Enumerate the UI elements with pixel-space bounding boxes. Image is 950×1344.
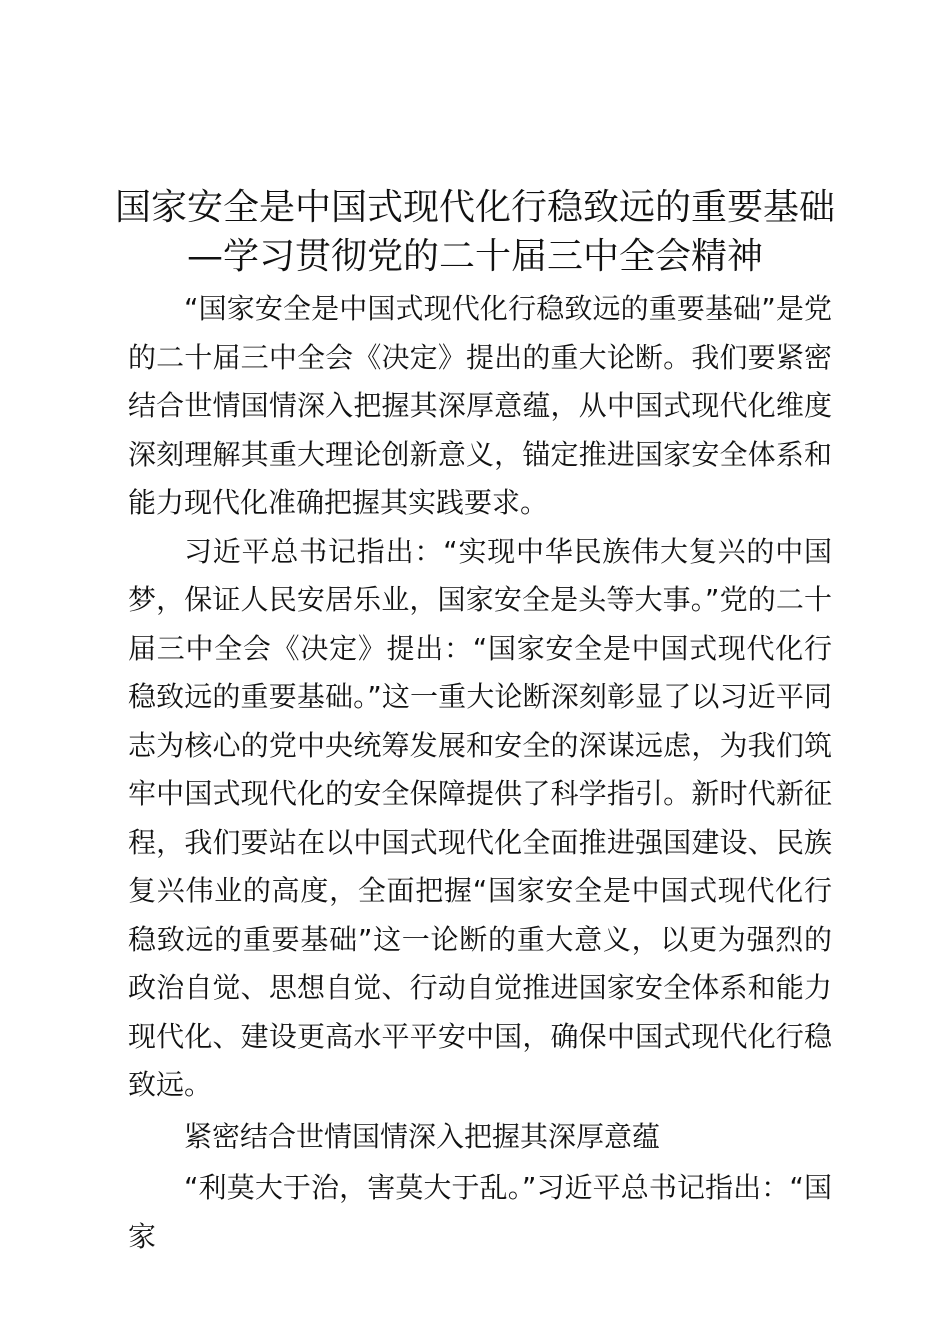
document-title: 国家安全是中国式现代化行稳致远的重要基础	[114, 187, 835, 228]
section-heading: 紧密结合世情国情深入把握其深厚意蕴	[184, 1119, 661, 1153]
document-subtitle: —学习贯彻党的二十届三中全会精神	[186, 236, 763, 277]
document-body	[128, 285, 832, 1261]
body-paragraph: 习近平总书记指出：“实现中华民族伟大复兴的中国梦，保证人民安居乐业，国家安全是头等大事。”党的二十届三中全会《决定》提出：“国家安全是中国式现代化行稳致远的重要基础。”这一重大论断深刻彰显了以习近平同志为核心的党中央统筹发展和安全的深谋远虑，为我们筑牢中国式现代化的安全保障提供了科学指引。新时代新征程，我们要站在以中国式现代化全面推进强国建设、民族复兴伟业的高度，全面把握“国家安全是中国式现代化行稳致远的重要基础”这一论断的重大意义，以更为强烈的政治自觉、思想自觉、行动自觉推进国家安全体系和能力现代化、建设更高水平平安中国，确保中国式现代化行稳致远。	[128, 534, 832, 1101]
body-paragraph: “国家安全是中国式现代化行稳致远的重要基础”是党的二十届三中全会《决定》提出的重大论断。我们要紧密结合世情国情深入把握其深厚意蕴，从中国式现代化维度深刻理解其重大理论创新意义，锚定推进国家安全体系和能力现代化准确把握其实践要求。	[128, 292, 832, 519]
body-paragraph: “利莫大于治，害莫大于乱。”习近平总书记指出：“国家	[128, 1171, 832, 1253]
